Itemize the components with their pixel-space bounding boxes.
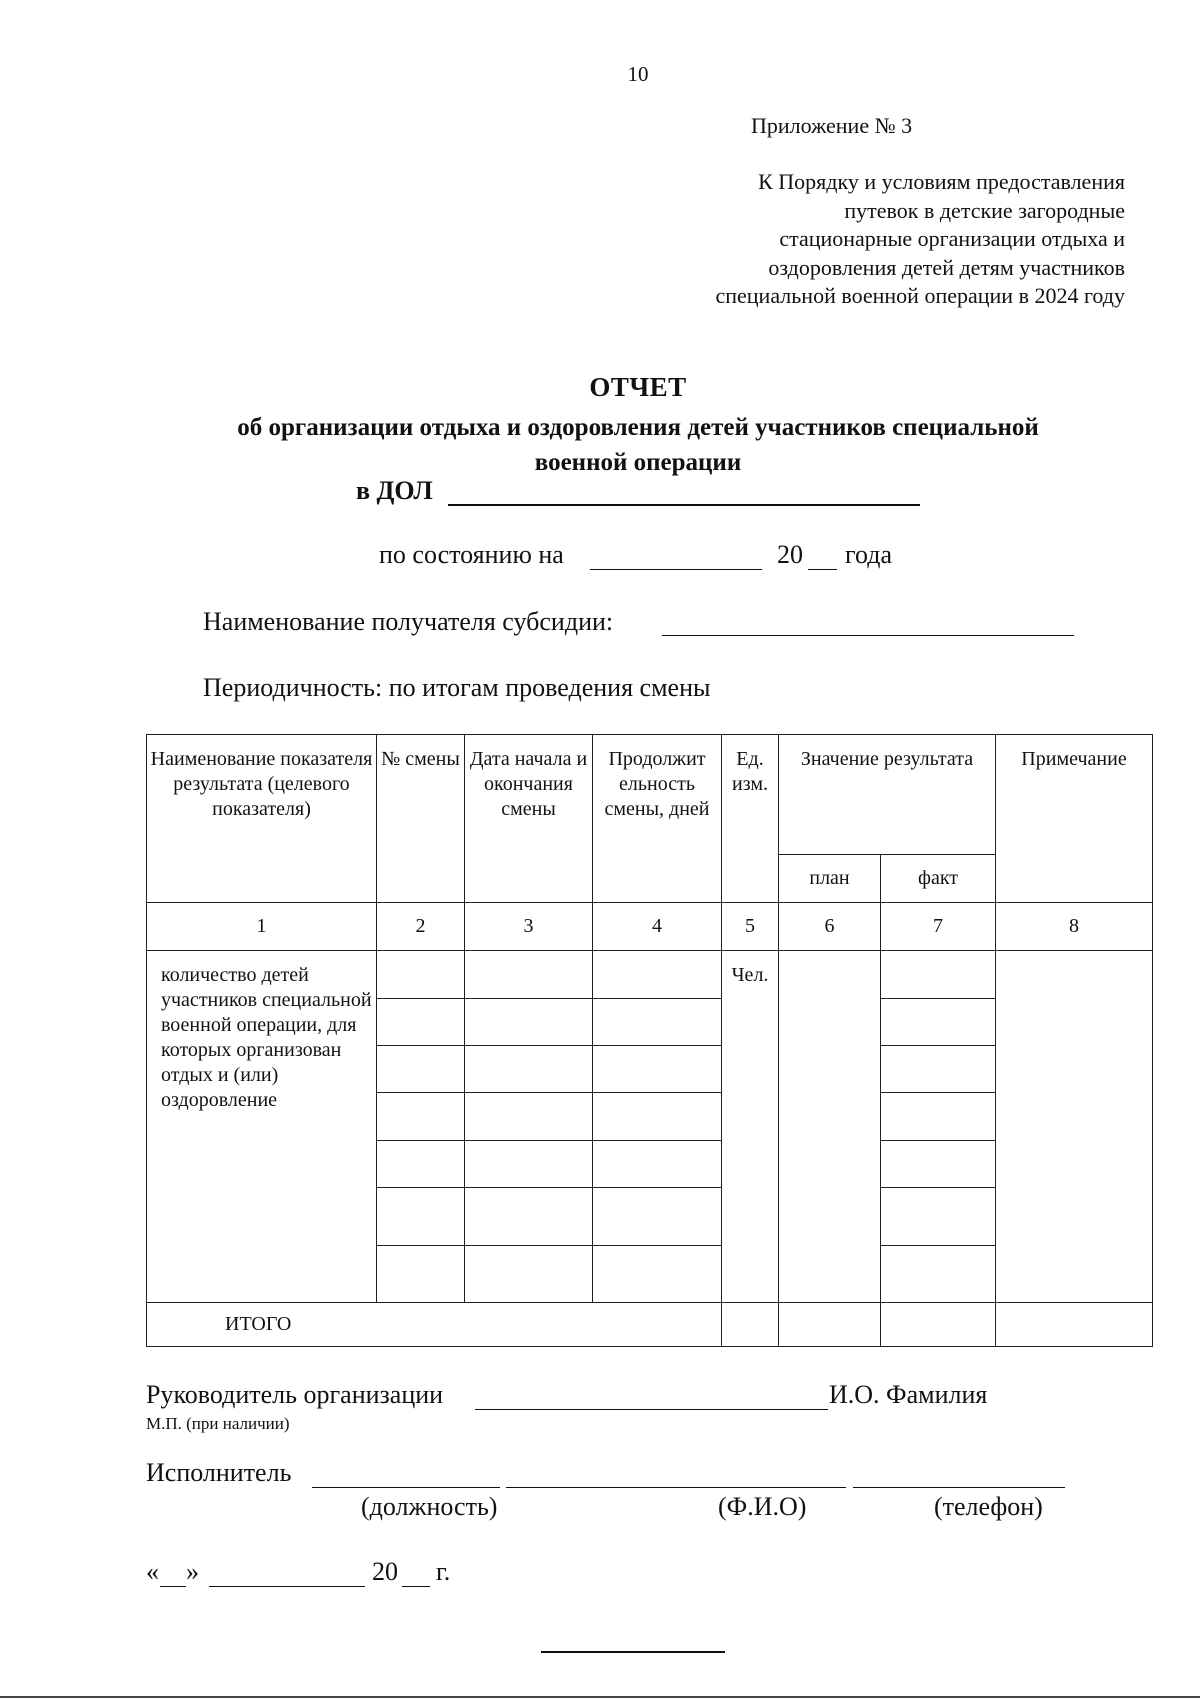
dol-label: в ДОЛ [356, 476, 433, 505]
subheader-plan: план [779, 855, 881, 903]
periodicity-text: Периодичность: по итогам проведения смены [203, 673, 711, 702]
caption-position: (должность) [361, 1492, 498, 1521]
column-number: 8 [996, 903, 1153, 951]
appendix-label: Приложение № 3 [751, 113, 913, 138]
shift-dates-cell [465, 1246, 593, 1303]
fact-cell [881, 999, 996, 1046]
recipient-blank [662, 635, 1074, 636]
head-signature-blank [475, 1409, 828, 1410]
header-unit: Ед. изм. [722, 735, 779, 903]
reference-line: путевок в детские загородные [844, 197, 1125, 223]
header-shift-duration: Продолжит ельность смены, дней [593, 735, 722, 903]
subtitle-line: об организации отдыха и оздоровления детей участников специальной [237, 414, 1039, 441]
shift-number-cell [377, 951, 465, 999]
reference-line: К Порядку и условиям предоставления [758, 169, 1125, 194]
date-suffix: г. [436, 1557, 451, 1586]
document-subtitle [100, 410, 1176, 480]
plan-cell [779, 951, 881, 1303]
shift-dates-cell [465, 1141, 593, 1188]
fact-cell [881, 1046, 996, 1093]
executor-name-blank [506, 1487, 846, 1488]
as-of-year-blank [808, 569, 837, 570]
recipient-label: Наименование получателя субсидии: [203, 607, 614, 636]
shift-dates-cell [465, 999, 593, 1046]
shift-dates-cell [465, 1093, 593, 1141]
date-year-prefix: 20 [372, 1557, 398, 1586]
report-table [146, 734, 1153, 1347]
shift-duration-cell [593, 1188, 722, 1246]
scan-edge-line [0, 1696, 1200, 1698]
shift-duration-cell [593, 951, 722, 999]
header-note: Примечание [996, 735, 1153, 903]
shift-duration-cell [593, 999, 722, 1046]
shift-number-cell [377, 1093, 465, 1141]
column-number: 2 [377, 903, 465, 951]
subheader-fact: факт [881, 855, 996, 903]
head-label: Руководитель организации [146, 1380, 444, 1409]
document-title: ОТЧЕТ [589, 372, 687, 402]
appendix-reference [715, 168, 1125, 311]
reference-line: оздоровления детей детям участников [768, 254, 1125, 280]
fact-cell [881, 1246, 996, 1303]
column-number: 7 [881, 903, 996, 951]
fact-cell [881, 1141, 996, 1188]
shift-number-cell [377, 1141, 465, 1188]
reference-line: специальной военной операции в 2024 году [715, 283, 1125, 308]
note-cell [996, 951, 1153, 1303]
total-label: ИТОГО [147, 1303, 722, 1347]
as-of-suffix: года [845, 540, 893, 569]
column-number: 4 [593, 903, 722, 951]
subtitle-line: военной операции [534, 449, 742, 476]
indicator-name: количество детей участников специальной военной операции, для которых организован отдых и (или) оздоровление [147, 951, 377, 1303]
total-note-cell [996, 1303, 1153, 1347]
executor-position-blank [312, 1487, 500, 1488]
header-result-value: Значение результата [779, 735, 996, 855]
executor-label: Исполнитель [146, 1458, 292, 1487]
page-number: 10 [627, 62, 649, 86]
as-of-date-blank [590, 569, 762, 570]
shift-number-cell [377, 1246, 465, 1303]
date-close-quote: » [186, 1557, 199, 1586]
shift-dates-cell [465, 1188, 593, 1246]
stamp-note: М.П. (при наличии) [146, 1414, 290, 1433]
column-number: 5 [722, 903, 779, 951]
total-plan-cell [779, 1303, 881, 1347]
executor-phone-blank [853, 1487, 1065, 1488]
date-month-blank [209, 1586, 365, 1587]
as-of-label: по состоянию на [379, 540, 564, 569]
date-day-blank [160, 1586, 186, 1587]
shift-dates-cell [465, 1046, 593, 1093]
total-unit-cell [722, 1303, 779, 1347]
fact-cell [881, 951, 996, 999]
shift-duration-cell [593, 1093, 722, 1141]
shift-duration-cell [593, 1141, 722, 1188]
column-number: 6 [779, 903, 881, 951]
caption-name: (Ф.И.О) [718, 1492, 807, 1521]
fact-cell [881, 1188, 996, 1246]
shift-number-cell [377, 1188, 465, 1246]
as-of-year-prefix: 20 [777, 540, 803, 569]
header-shift-number: № смены [377, 735, 465, 903]
header-shift-dates: Дата начала и окончания смены [465, 735, 593, 903]
column-number: 1 [147, 903, 377, 951]
date-open-quote: « [146, 1557, 159, 1586]
shift-number-cell [377, 1046, 465, 1093]
head-name: И.О. Фамилия [829, 1380, 988, 1409]
caption-phone: (телефон) [934, 1492, 1043, 1521]
date-year-blank [402, 1586, 430, 1587]
fact-cell [881, 1093, 996, 1141]
shift-number-cell [377, 999, 465, 1046]
shift-dates-cell [465, 951, 593, 999]
dol-blank [448, 504, 920, 506]
end-divider [541, 1651, 725, 1653]
shift-duration-cell [593, 1046, 722, 1093]
total-fact-cell [881, 1303, 996, 1347]
reference-line: стационарные организации отдыха и [779, 226, 1125, 251]
unit-cell: Чел. [722, 951, 779, 1303]
column-number: 3 [465, 903, 593, 951]
shift-duration-cell [593, 1246, 722, 1303]
header-indicator: Наименование показателя результата (целевого показателя) [147, 735, 377, 903]
